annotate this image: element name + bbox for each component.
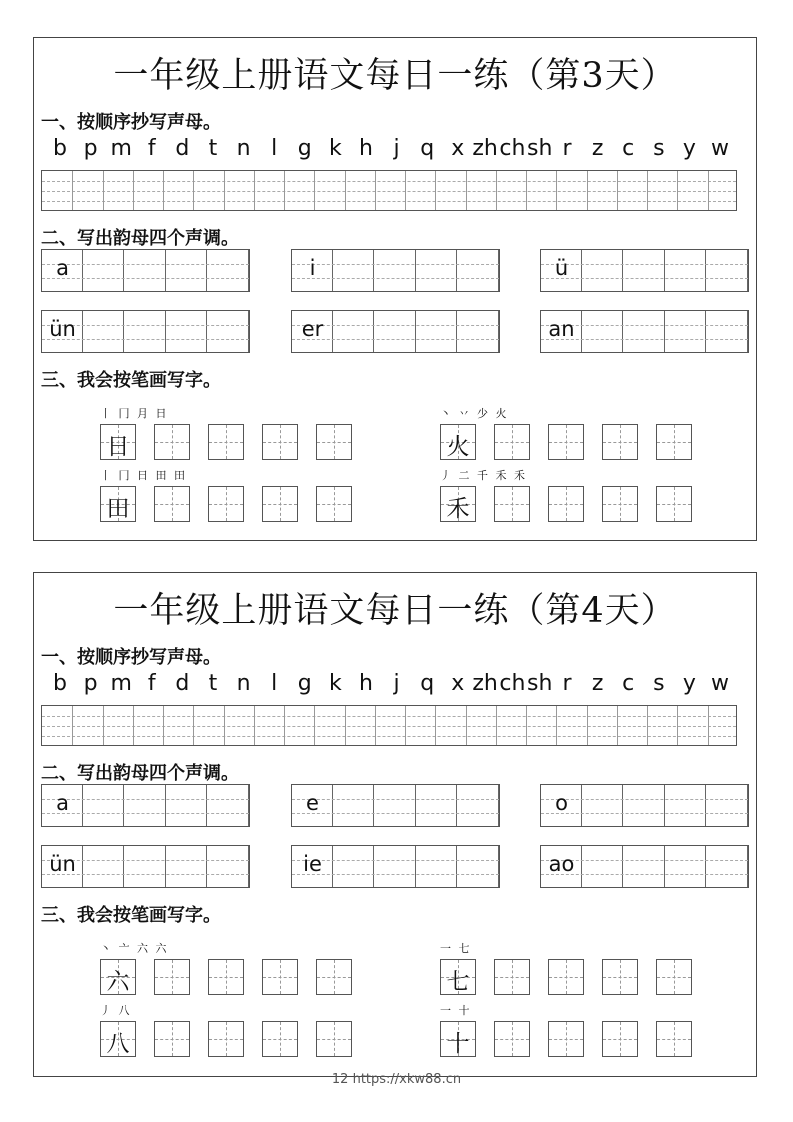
initial-letter: b [53, 671, 67, 696]
practice-char-box[interactable] [208, 424, 244, 460]
practice-char-box[interactable] [316, 1021, 352, 1057]
practice-char-box[interactable] [208, 1021, 244, 1057]
final-label: an [548, 317, 575, 341]
practice-char-box[interactable] [262, 424, 298, 460]
initial-letter: j [393, 671, 400, 696]
practice-char-box[interactable] [656, 486, 692, 522]
section-2-heading: 二、写出韵母四个声调。 [41, 763, 239, 784]
practice-char-box[interactable] [656, 424, 692, 460]
final-tone-box[interactable] [41, 310, 250, 353]
practice-char-box[interactable] [656, 1021, 692, 1057]
practice-char-box[interactable] [548, 959, 584, 995]
initial-letter: h [359, 671, 373, 696]
initial-letter: p [83, 671, 98, 696]
final-tone-box[interactable] [291, 845, 500, 888]
initial-letter: c [622, 136, 635, 161]
section-3-heading: 三、我会按笔画写字。 [41, 905, 221, 926]
initial-letter: q [420, 136, 435, 161]
initial-letter: x [451, 136, 465, 161]
worksheet-title: 一年级上册语文每日一练（第4天） [113, 591, 677, 631]
practice-char-box[interactable] [602, 959, 638, 995]
initial-letter: s [653, 671, 665, 696]
model-char: 八 [106, 1031, 130, 1057]
stroke-order: 一 十 [440, 1004, 472, 1017]
initial-letter: m [110, 136, 132, 161]
final-label: a [56, 791, 69, 815]
practice-char-box[interactable] [602, 1021, 638, 1057]
stroke-order: 一 七 [440, 942, 472, 955]
initial-letter: ch [499, 136, 526, 161]
practice-char-box[interactable] [494, 424, 530, 460]
practice-char-box[interactable] [154, 486, 190, 522]
initial-letter: f [147, 136, 156, 161]
practice-char-box[interactable] [602, 486, 638, 522]
initial-letter: zh [472, 136, 498, 161]
final-tone-box[interactable] [291, 310, 500, 353]
initial-letter: k [329, 136, 342, 161]
model-char: 日 [106, 434, 130, 460]
initial-letter: m [110, 671, 132, 696]
initial-letter: g [297, 671, 312, 696]
practice-char-box[interactable] [656, 959, 692, 995]
final-label: ün [49, 317, 76, 341]
initial-letter: k [329, 671, 342, 696]
initial-letter: y [682, 136, 696, 161]
initial-letter: ch [499, 671, 526, 696]
stroke-order: 丨 冂 月 日 [100, 407, 169, 420]
model-char: 十 [446, 1031, 470, 1057]
initial-letter: z [591, 136, 604, 161]
initial-letter: h [359, 136, 373, 161]
final-label: ao [548, 852, 575, 876]
initials-row [42, 136, 738, 166]
initial-letter: t [208, 671, 218, 696]
initial-letter: n [236, 136, 251, 161]
final-tone-box[interactable] [41, 249, 250, 292]
worksheet-title: 一年级上册语文每日一练（第3天） [113, 56, 677, 96]
stroke-order: 丿 二 千 禾 禾 [440, 469, 527, 482]
initial-letter: y [682, 671, 696, 696]
final-label: a [56, 256, 69, 280]
initial-letter: x [451, 671, 465, 696]
initial-letter: b [53, 136, 67, 161]
final-label: er [301, 317, 324, 341]
practice-char-box[interactable] [548, 486, 584, 522]
final-tone-box[interactable] [540, 845, 749, 888]
practice-char-box[interactable] [494, 1021, 530, 1057]
model-char: 田 [106, 496, 130, 522]
initial-letter: zh [472, 671, 498, 696]
final-label: ie [303, 852, 322, 876]
initial-letter: d [175, 136, 190, 161]
practice-char-box[interactable] [548, 1021, 584, 1057]
initial-letter: l [271, 671, 278, 696]
initial-letter: n [236, 671, 251, 696]
practice-char-box[interactable] [602, 424, 638, 460]
initial-letter: z [591, 671, 604, 696]
practice-char-box[interactable] [494, 959, 530, 995]
practice-char-box[interactable] [154, 424, 190, 460]
section-1-heading: 一、按顺序抄写声母。 [41, 647, 221, 668]
final-label: o [555, 791, 568, 815]
final-tone-box[interactable] [291, 249, 500, 292]
model-char-box [100, 486, 136, 522]
initials-writing-grid[interactable] [41, 170, 737, 211]
stroke-order: 丿 八 [100, 1004, 132, 1017]
initial-letter: l [271, 136, 278, 161]
practice-char-box[interactable] [208, 959, 244, 995]
practice-char-box[interactable] [208, 486, 244, 522]
section-3-heading: 三、我会按笔画写字。 [41, 370, 221, 391]
final-label: ü [554, 256, 569, 280]
model-char-box [440, 486, 476, 522]
model-char-box [440, 424, 476, 460]
page-footer: 12 https://xkw88.cn [331, 1072, 462, 1087]
initial-letter: w [711, 136, 729, 161]
worksheet-day-4 [33, 572, 757, 1077]
model-char-box [100, 959, 136, 995]
section-2-heading: 二、写出韵母四个声调。 [41, 228, 239, 249]
initial-letter: q [420, 671, 435, 696]
initial-letter: c [622, 671, 635, 696]
model-char: 火 [446, 434, 470, 460]
initial-letter: d [175, 671, 190, 696]
model-char-box [440, 959, 476, 995]
final-tone-box[interactable] [291, 784, 500, 827]
final-tone-box[interactable] [540, 249, 749, 292]
practice-char-box[interactable] [154, 959, 190, 995]
model-char: 禾 [446, 496, 470, 522]
initial-letter: g [297, 136, 312, 161]
model-char: 六 [106, 969, 130, 995]
initial-letter: j [393, 136, 400, 161]
model-char-box [440, 1021, 476, 1057]
practice-char-box[interactable] [154, 1021, 190, 1057]
final-label: ün [49, 852, 76, 876]
final-label: i [309, 256, 316, 280]
practice-char-box[interactable] [262, 959, 298, 995]
stroke-order: 丨 冂 日 田 田 [100, 469, 187, 482]
practice-char-box[interactable] [316, 424, 352, 460]
final-label: e [306, 791, 319, 815]
practice-char-box[interactable] [316, 486, 352, 522]
initial-letter: r [562, 671, 572, 696]
worksheet-day-3 [33, 37, 757, 541]
final-tone-box[interactable] [540, 784, 749, 827]
model-char-box [100, 1021, 136, 1057]
practice-char-box[interactable] [262, 486, 298, 522]
stroke-order: 丶 亠 六 六 [100, 942, 169, 955]
initials-writing-grid[interactable] [41, 705, 737, 746]
initial-letter: w [711, 671, 729, 696]
initial-letter: r [562, 136, 572, 161]
practice-char-box[interactable] [262, 1021, 298, 1057]
final-tone-box[interactable] [41, 784, 250, 827]
initial-letter: sh [526, 136, 553, 161]
final-tone-box[interactable] [41, 845, 250, 888]
stroke-order: 丶 丷 少 火 [440, 407, 509, 420]
section-1-heading: 一、按顺序抄写声母。 [41, 112, 221, 133]
practice-char-box[interactable] [494, 486, 530, 522]
model-char-box [100, 424, 136, 460]
initial-letter: f [147, 671, 156, 696]
initial-letter: s [653, 136, 665, 161]
initial-letter: t [208, 136, 218, 161]
final-tone-box[interactable] [540, 310, 749, 353]
initial-letter: sh [526, 671, 553, 696]
model-char: 七 [446, 969, 470, 995]
initials-row [42, 671, 738, 701]
initial-letter: p [83, 136, 98, 161]
practice-char-box[interactable] [548, 424, 584, 460]
practice-char-box[interactable] [316, 959, 352, 995]
